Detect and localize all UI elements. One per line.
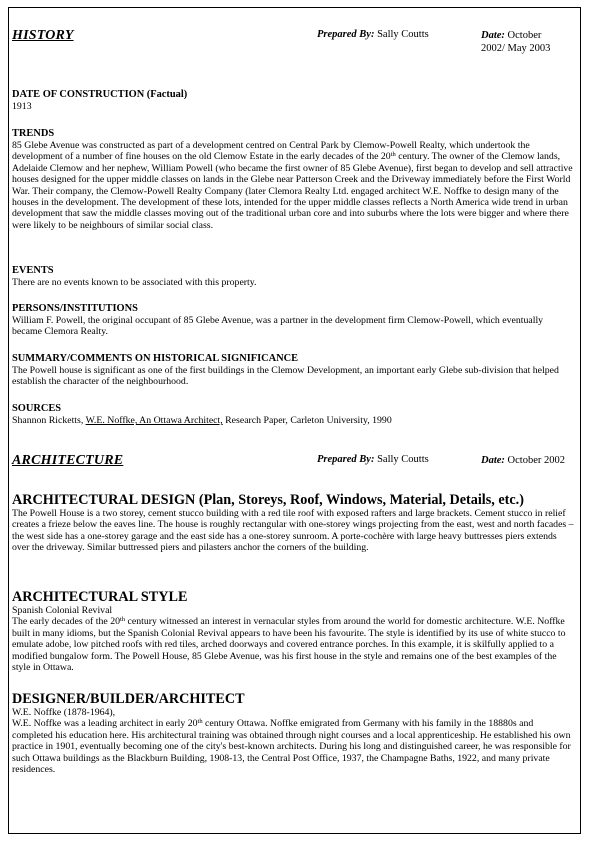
persons-text: William F. Powell, the original occupant of 85 Glebe Avenue, was a partner in the development firm Clemow-Powell, which eventually became Clemora Realty. (12, 315, 544, 338)
architecture-prepared-by (317, 454, 429, 465)
events-text: There are no events known to be associated with this property. (12, 277, 257, 288)
section-heading: EVENTS (12, 265, 54, 276)
style-text: The early decades of the 20th century witnessed an interest in vernacular styles from around the world for domestic architecture. W.E. Noffke built in many idioms, but the Spanish Colonial Revival appears to have been his favourite. The style is identified by its use of white stucco to emulate adobe, low pitched roofs with red tiles, arched doorways and covered entrance porches. In this example, it is skilfully applied to a modified bungalow form. The Powell House, 85 Glebe Avenue, was his first house in the style and remains one of the best examples of the style in Ottawa. (12, 616, 566, 674)
prepared-by-value: Sally Coutts (377, 454, 429, 465)
date-line-1: October (507, 30, 542, 41)
section-heading: ARCHITECTURAL STYLE (12, 589, 188, 605)
section-designer-builder-architect (12, 691, 574, 775)
history-date (481, 29, 550, 55)
designer-text: W.E. Noffke was a leading architect in early 20th century Ottawa. Noffke emigrated from Germany with his family in the 18880s and completed his education here. His architectural training was obtained through night courses and a local apprenticeship. He established his own practice in 1901, eventually becoming one of the city's best-known architects. During his long and distinguished career, he was responsible for such Ottawa buildings as the Blackburn Building, 1908-13, the Central Post Office, 1937, the Champagne Baths, 1922, and many private residences. (12, 718, 571, 776)
sources-text: Shannon Ricketts, W.E. Noffke, An Ottawa Architect, Research Paper, Carleton University, 1990 (12, 415, 392, 426)
section-architectural-style (12, 589, 574, 673)
architecture-header (12, 453, 577, 487)
section-trends (12, 128, 574, 231)
date-value: October 2002 (507, 455, 565, 466)
construction-year: 1913 (12, 101, 32, 112)
summary-text: The Powell house is significant as one of the first buildings in the Clemow Development, an important early Glebe sub-division that helped establish the character of the neighbourhood. (12, 365, 559, 388)
section-architectural-design (12, 492, 574, 554)
section-heading: SOURCES (12, 403, 62, 414)
history-title: HISTORY (12, 28, 74, 43)
source-title: W.E. Noffke, An Ottawa Architect, (85, 415, 223, 426)
design-text: The Powell House is a two storey, cement stucco building with a red tile roof with exposed rafters and large brackets. Cement stucco in relief creates a frieze below the eaves line. The house is roughly rectangular with one-storey wings projecting from the east, west and north facades – the west side has a one-storey garage and the east side has a one-storey sunroom. A porte-cochère with large heavy buttresses piers extends over the driveway. Similar buttressed piers and pilasters anchor the corners of the building. (12, 508, 574, 554)
trends-text: 85 Glebe Avenue was constructed as part of a development centred on Central Park by Clemow-Powell Realty, which undertook the development of a number of fine houses on the old Clemow Estate in the early decades of the 20th century. The owner of the Clemow lands, Adelaide Clemow and her nephew, William Powell (who became the first owner of 85 Glebe Avenue), first began to develop and sell attractive houses designed for the upper middle classes on lands in the Glebe near Patterson Creek and the Driveway immediately before the First World War. Their company, the Clemow-Powell Realty Company (later Clemora Realty Ltd. engaged architect W.E. Noffke to design many of the houses in the development. The development of these lots, intended for the upper middle classes reflects a North America wide trend in urban development that saw the middle classes moving out of the traditional urban core and into suburbs where the lots were bigger and where there were likely to be neighbours of similar social class. (12, 140, 573, 231)
date-label: Date: (481, 30, 505, 41)
section-heading: PERSONS/INSTITUTIONS (12, 303, 138, 314)
heritage-document-page (8, 7, 581, 834)
section-heading: DATE OF CONSTRUCTION (Factual) (12, 89, 188, 100)
section-heading: ARCHITECTURAL DESIGN (Plan, Storeys, Roof, Windows, Material, Details, etc.) (12, 492, 524, 508)
section-sources (12, 403, 574, 426)
architecture-title: ARCHITECTURE (12, 453, 124, 468)
section-heading: TRENDS (12, 128, 55, 139)
history-header (12, 28, 577, 62)
section-date-of-construction (12, 89, 574, 112)
prepared-by-value: Sally Coutts (377, 29, 429, 40)
designer-subtitle: W.E. Noffke (1878-1964), (12, 707, 116, 718)
section-persons-institutions (12, 303, 574, 338)
section-summary (12, 353, 574, 388)
style-subtitle: Spanish Colonial Revival (12, 605, 113, 616)
section-heading: DESIGNER/BUILDER/ARCHITECT (12, 691, 245, 707)
section-heading: SUMMARY/COMMENTS ON HISTORICAL SIGNIFICANCE (12, 353, 299, 364)
prepared-by-label: Prepared By: (317, 29, 375, 40)
architecture-date (481, 454, 565, 467)
history-prepared-by (317, 29, 429, 40)
date-label: Date: (481, 455, 505, 466)
date-line-2: 2002/ May 2003 (481, 43, 551, 54)
prepared-by-label: Prepared By: (317, 454, 375, 465)
section-events (12, 265, 574, 288)
